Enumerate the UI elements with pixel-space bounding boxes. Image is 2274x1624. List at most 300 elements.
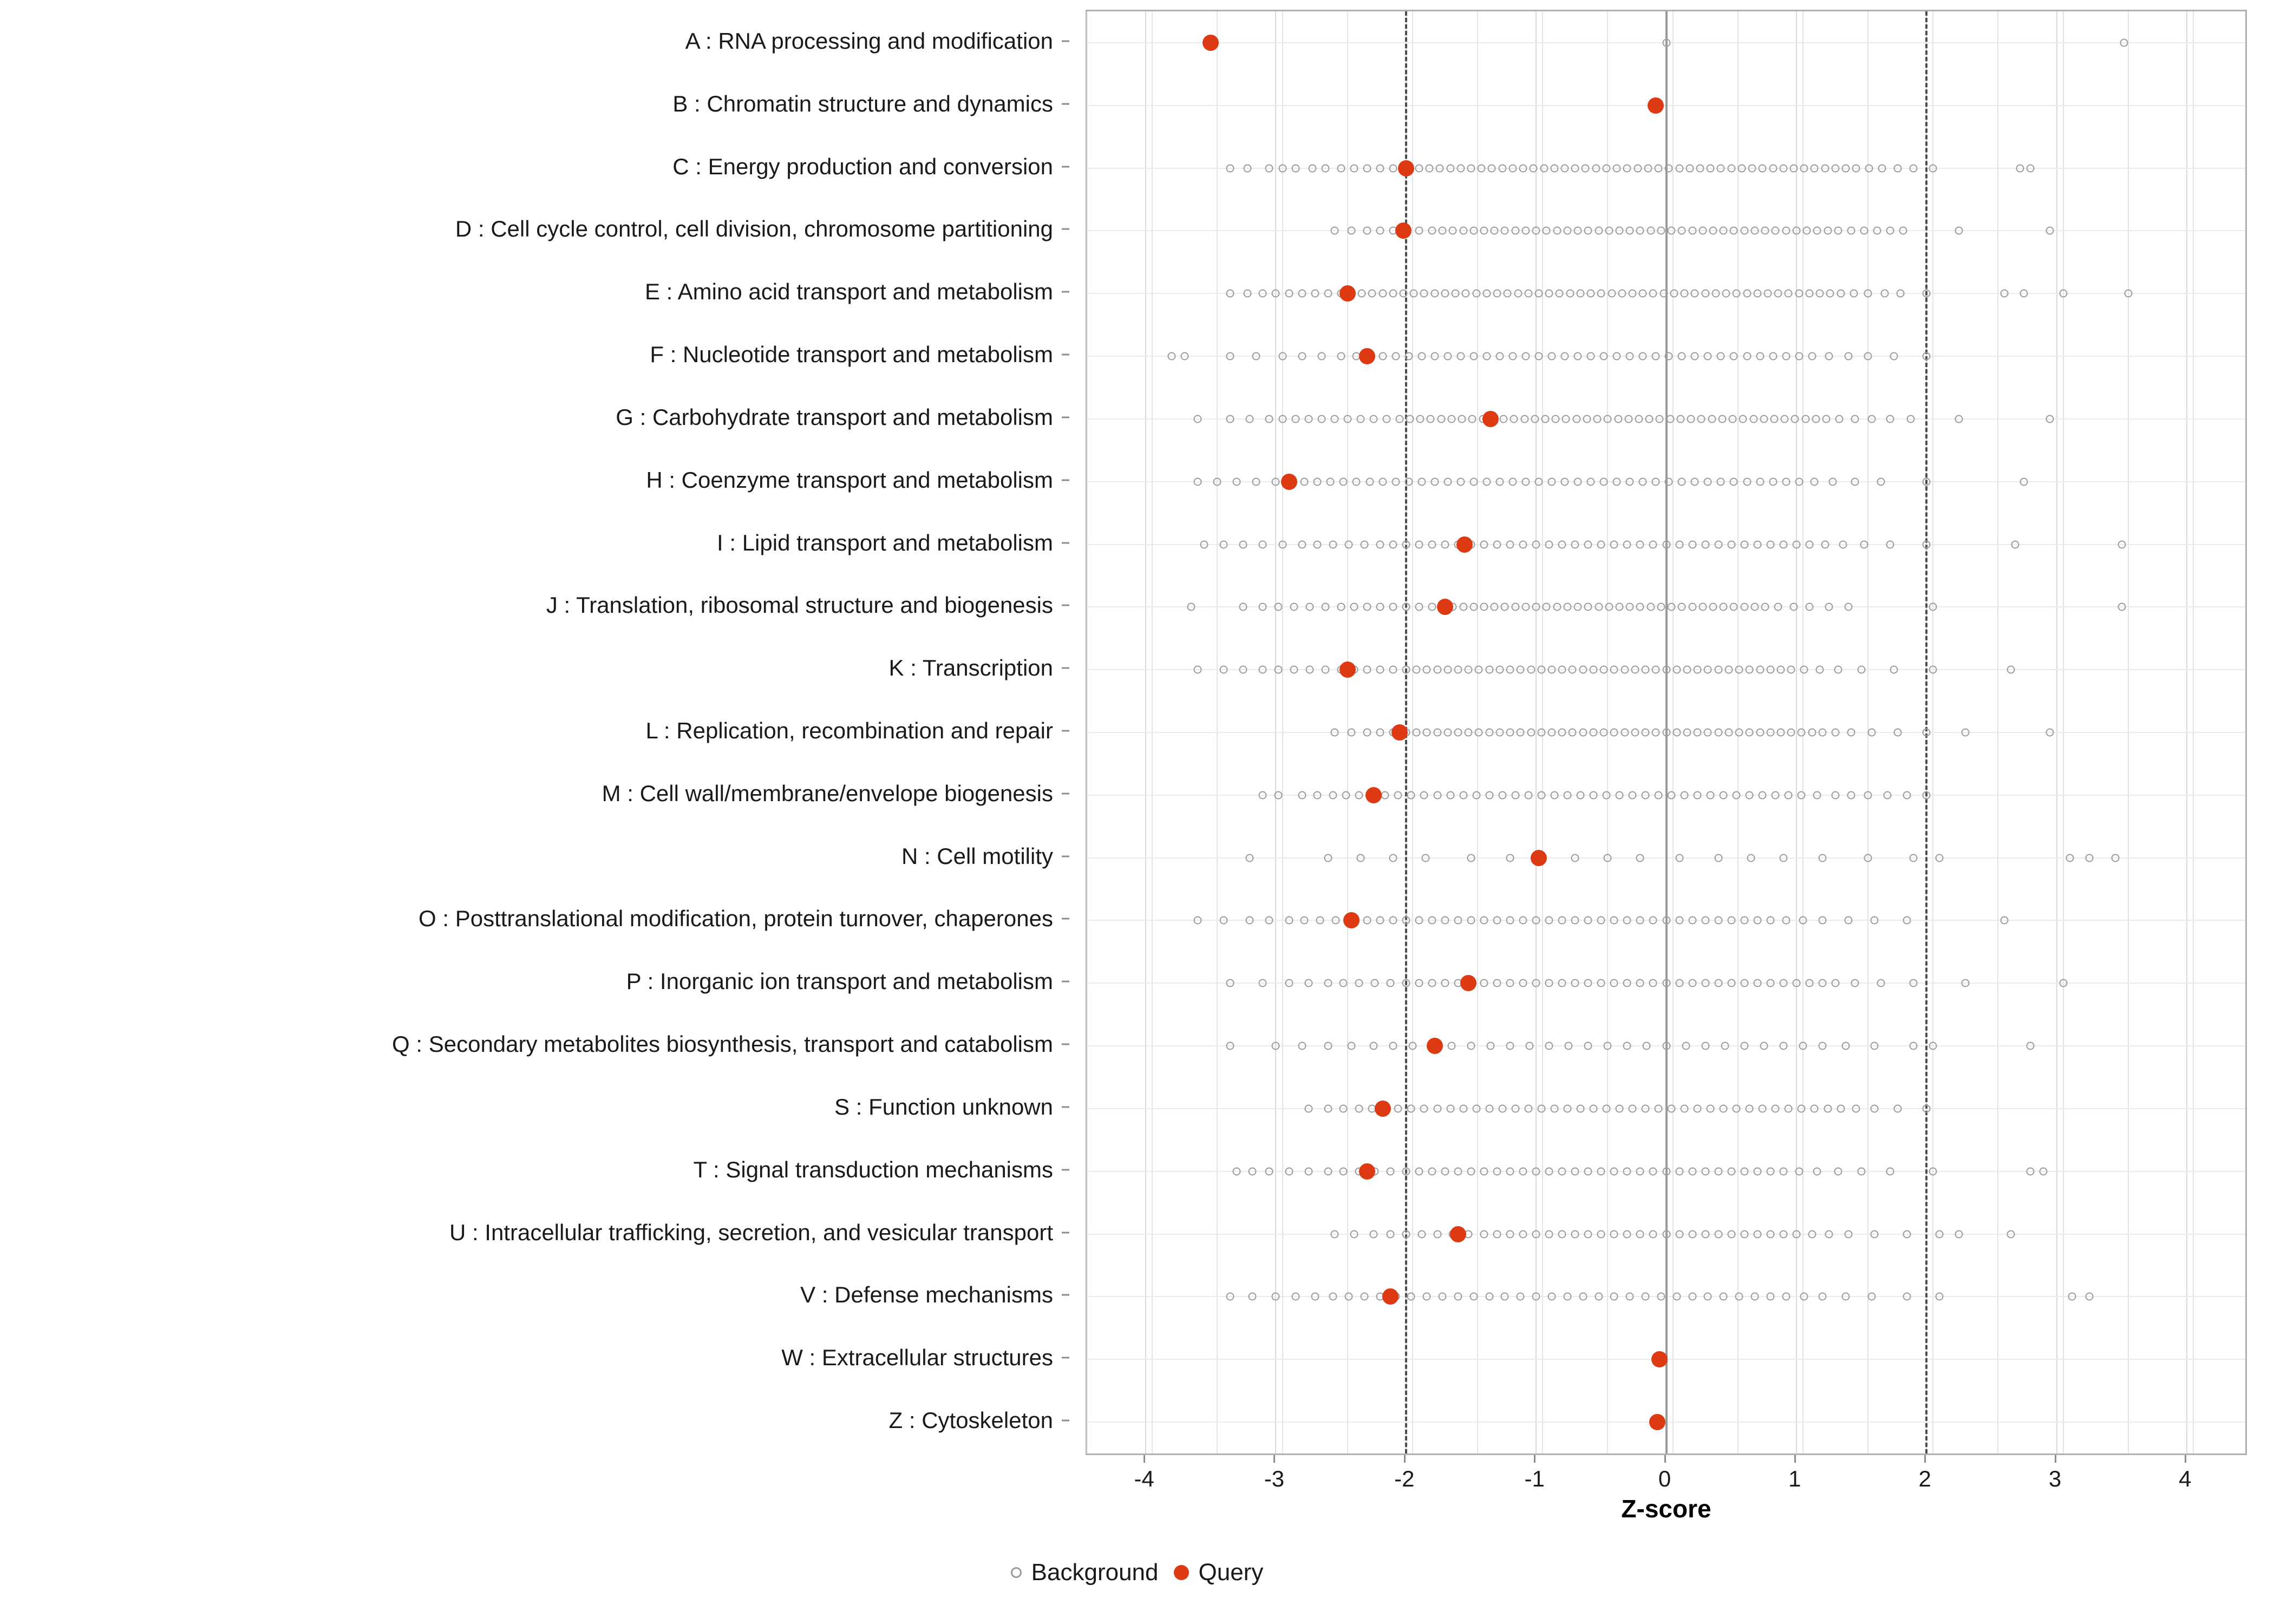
y-axis-tick-label: P : Inorganic ion transport and metabolism xyxy=(626,968,1053,994)
background-point xyxy=(1519,1167,1527,1175)
background-point xyxy=(1485,1293,1493,1301)
background-point xyxy=(1561,164,1569,172)
y-axis-tick xyxy=(1062,667,1069,669)
background-point xyxy=(1537,791,1545,799)
background-point xyxy=(1298,1042,1306,1050)
background-point xyxy=(1459,1104,1467,1112)
background-point xyxy=(1851,477,1859,486)
background-point xyxy=(1642,791,1650,799)
background-point xyxy=(1278,415,1286,423)
background-point xyxy=(1923,791,1931,799)
background-point xyxy=(1441,916,1449,925)
background-point xyxy=(1805,540,1813,548)
background-point xyxy=(1402,666,1410,674)
background-point xyxy=(1511,227,1519,235)
background-point xyxy=(1649,290,1657,298)
background-point xyxy=(1812,415,1820,423)
background-point xyxy=(1615,1104,1623,1112)
background-point xyxy=(1532,227,1540,235)
background-point xyxy=(1574,352,1582,361)
background-point xyxy=(1597,1167,1605,1175)
background-point xyxy=(1347,227,1355,235)
background-point xyxy=(1831,979,1839,987)
background-point xyxy=(1821,540,1829,548)
background-point xyxy=(1729,415,1737,423)
background-point xyxy=(1597,979,1605,987)
background-point xyxy=(1753,1167,1761,1175)
background-point xyxy=(1662,540,1670,548)
background-point xyxy=(1749,415,1757,423)
background-point xyxy=(1275,666,1283,674)
background-point xyxy=(1548,729,1556,737)
background-point xyxy=(1746,791,1754,799)
background-point xyxy=(1610,979,1618,987)
background-point xyxy=(1550,1104,1558,1112)
background-point xyxy=(1213,477,1221,486)
background-point xyxy=(1907,415,1915,423)
background-point xyxy=(1540,164,1548,172)
background-point xyxy=(1720,1293,1728,1301)
background-point xyxy=(1226,415,1234,423)
background-point xyxy=(1561,477,1569,486)
background-point xyxy=(1626,352,1634,361)
background-point xyxy=(1402,916,1410,925)
background-point xyxy=(1589,1104,1597,1112)
x-axis-tick xyxy=(1534,1455,1535,1463)
background-point xyxy=(1524,791,1532,799)
background-point xyxy=(1727,1167,1735,1175)
background-point xyxy=(1871,1042,1879,1050)
y-axis-tick xyxy=(1062,605,1069,606)
y-axis-tick xyxy=(1062,479,1069,481)
background-point xyxy=(1441,1167,1449,1175)
y-axis-tick-label: D : Cell cycle control, cell division, chromosome partitioning xyxy=(455,216,1053,242)
background-point xyxy=(1847,729,1855,737)
background-point xyxy=(1675,1167,1683,1175)
background-point xyxy=(1868,415,1876,423)
background-point xyxy=(1511,1104,1519,1112)
background-point xyxy=(1517,1293,1525,1301)
background-point xyxy=(1595,227,1603,235)
y-axis-tick xyxy=(1062,1357,1069,1359)
background-point xyxy=(1740,1042,1748,1050)
background-point xyxy=(1459,227,1467,235)
background-point xyxy=(1482,477,1491,486)
background-point xyxy=(1443,666,1452,674)
background-point xyxy=(1420,1104,1428,1112)
y-axis-tick-label: S : Function unknown xyxy=(834,1093,1053,1119)
background-point xyxy=(2111,854,2119,862)
background-point xyxy=(1506,729,1514,737)
background-point xyxy=(1787,666,1795,674)
background-point xyxy=(1220,540,1228,548)
background-point xyxy=(1376,164,1384,172)
y-axis-tick-label: U : Intracellular trafficking, secretion, and vesicular transport xyxy=(449,1219,1053,1245)
background-point xyxy=(1929,603,1937,611)
background-point xyxy=(1818,854,1826,862)
background-point xyxy=(1683,729,1691,737)
background-point xyxy=(1614,415,1622,423)
background-point xyxy=(1733,1104,1741,1112)
background-point xyxy=(1707,164,1715,172)
background-point xyxy=(1644,164,1652,172)
background-point xyxy=(1636,1167,1644,1175)
background-point xyxy=(1782,227,1790,235)
background-point xyxy=(1675,854,1683,862)
background-point xyxy=(1358,290,1366,298)
background-point xyxy=(1955,415,1963,423)
background-point xyxy=(1339,979,1348,987)
background-point xyxy=(1576,290,1584,298)
background-point xyxy=(1864,352,1872,361)
background-point xyxy=(1662,38,1670,47)
background-point xyxy=(1527,666,1535,674)
query-point xyxy=(1482,411,1499,427)
background-point xyxy=(1597,540,1605,548)
background-point xyxy=(2046,415,2054,423)
background-point xyxy=(1688,603,1696,611)
background-point xyxy=(1618,290,1626,298)
background-point xyxy=(1722,290,1730,298)
background-point xyxy=(1766,916,1774,925)
background-point xyxy=(1847,227,1855,235)
background-point xyxy=(1735,666,1743,674)
background-point xyxy=(1304,1167,1312,1175)
background-point xyxy=(1339,477,1348,486)
background-point xyxy=(1696,164,1704,172)
background-point xyxy=(1467,164,1475,172)
x-axis-title: Z-score xyxy=(1621,1495,1711,1523)
background-point xyxy=(1454,1167,1462,1175)
background-point xyxy=(2007,1230,2015,1238)
background-point xyxy=(1402,979,1410,987)
background-point xyxy=(1441,979,1449,987)
background-point xyxy=(1704,477,1712,486)
background-point xyxy=(2085,854,2093,862)
y-axis-tick xyxy=(1062,730,1069,732)
background-point xyxy=(1545,1230,1553,1238)
background-point xyxy=(1365,477,1374,486)
background-point xyxy=(1842,1042,1850,1050)
background-point xyxy=(1433,729,1441,737)
background-point xyxy=(1733,290,1741,298)
background-point xyxy=(1610,666,1618,674)
background-point xyxy=(1537,729,1545,737)
background-point xyxy=(1532,603,1540,611)
background-point xyxy=(1824,1104,1832,1112)
background-point xyxy=(1485,1104,1493,1112)
background-point xyxy=(1452,290,1460,298)
background-point xyxy=(1406,415,1414,423)
y-axis-tick-label: E : Amino acid transport and metabolism xyxy=(644,279,1053,305)
background-point xyxy=(1687,415,1695,423)
background-point xyxy=(1343,415,1351,423)
background-point xyxy=(1468,415,1476,423)
background-point xyxy=(2046,227,2054,235)
background-point xyxy=(1711,290,1720,298)
background-point xyxy=(1508,477,1517,486)
background-point xyxy=(1532,1293,1540,1301)
background-point xyxy=(1275,791,1283,799)
background-point xyxy=(1456,477,1465,486)
background-point xyxy=(1639,290,1647,298)
background-point xyxy=(1569,666,1577,674)
background-point xyxy=(1698,227,1707,235)
background-point xyxy=(1818,729,1826,737)
background-point xyxy=(1571,1167,1579,1175)
background-point xyxy=(1668,603,1676,611)
background-point xyxy=(1737,164,1746,172)
background-point xyxy=(1506,916,1514,925)
background-point xyxy=(1750,227,1759,235)
background-point xyxy=(1552,415,1560,423)
background-point xyxy=(1415,227,1423,235)
background-point xyxy=(1317,415,1325,423)
background-point xyxy=(1417,477,1426,486)
background-point xyxy=(1584,1167,1592,1175)
y-axis-tick-label: K : Transcription xyxy=(888,655,1053,681)
background-point xyxy=(1824,227,1832,235)
background-point xyxy=(1469,1293,1478,1301)
background-point xyxy=(1681,290,1689,298)
background-point xyxy=(1220,666,1228,674)
background-point xyxy=(1929,164,1937,172)
background-point xyxy=(1324,1042,1332,1050)
background-point xyxy=(1498,1104,1506,1112)
background-point xyxy=(1645,415,1654,423)
background-point xyxy=(1675,540,1683,548)
background-point xyxy=(1521,352,1530,361)
background-point xyxy=(1400,290,1408,298)
background-point xyxy=(1792,1230,1800,1238)
background-point xyxy=(1659,290,1668,298)
background-point xyxy=(1330,227,1338,235)
background-point xyxy=(1639,352,1647,361)
background-point xyxy=(1776,729,1785,737)
background-point xyxy=(1936,854,1944,862)
background-point xyxy=(2007,666,2015,674)
background-point xyxy=(1626,603,1634,611)
background-point xyxy=(1569,729,1577,737)
background-point xyxy=(1246,916,1254,925)
background-point xyxy=(1652,729,1660,737)
background-point xyxy=(1475,729,1483,737)
y-axis-tick xyxy=(1062,793,1069,794)
background-point xyxy=(1265,1167,1273,1175)
background-point xyxy=(1467,854,1475,862)
background-point xyxy=(1858,666,1866,674)
background-point xyxy=(1691,290,1699,298)
background-point xyxy=(1636,1230,1644,1238)
background-point xyxy=(1678,227,1686,235)
background-point xyxy=(1623,164,1631,172)
background-point xyxy=(1844,916,1852,925)
background-point xyxy=(1381,791,1389,799)
background-point xyxy=(2124,290,2132,298)
background-point xyxy=(1665,352,1673,361)
background-point xyxy=(1623,540,1631,548)
background-point xyxy=(1311,290,1319,298)
background-point xyxy=(1304,415,1312,423)
background-point xyxy=(1430,477,1439,486)
background-point xyxy=(1363,227,1371,235)
background-point xyxy=(1246,854,1254,862)
background-point xyxy=(1376,603,1384,611)
background-point xyxy=(1808,1230,1816,1238)
background-point xyxy=(1339,1167,1348,1175)
background-point xyxy=(1485,729,1493,737)
background-point xyxy=(1467,1042,1475,1050)
background-point xyxy=(1662,729,1670,737)
background-point xyxy=(1563,603,1571,611)
background-point xyxy=(1501,1293,1509,1301)
background-point xyxy=(1593,415,1602,423)
background-point xyxy=(1735,729,1743,737)
background-point xyxy=(1493,540,1501,548)
background-point xyxy=(1265,164,1273,172)
background-point xyxy=(1642,729,1650,737)
background-point xyxy=(1347,729,1355,737)
background-point xyxy=(1337,164,1345,172)
background-point xyxy=(1420,290,1428,298)
background-point xyxy=(1571,1230,1579,1238)
background-point xyxy=(1704,666,1712,674)
background-point xyxy=(1795,290,1803,298)
background-point xyxy=(1852,1104,1860,1112)
background-point xyxy=(1511,603,1519,611)
background-point xyxy=(1563,791,1571,799)
background-point xyxy=(1389,666,1397,674)
background-point xyxy=(1877,979,1885,987)
background-point xyxy=(1563,1293,1571,1301)
background-point xyxy=(1378,290,1387,298)
background-point xyxy=(1421,854,1429,862)
background-point xyxy=(1278,540,1286,548)
background-point xyxy=(1714,916,1722,925)
background-point xyxy=(1685,164,1694,172)
background-point xyxy=(1571,854,1579,862)
background-point xyxy=(1623,916,1631,925)
background-point xyxy=(1376,729,1384,737)
background-point xyxy=(1402,1167,1410,1175)
background-point xyxy=(1465,729,1473,737)
background-point xyxy=(1623,1167,1631,1175)
background-point xyxy=(1795,1167,1803,1175)
background-point xyxy=(1415,164,1423,172)
background-point xyxy=(1330,1230,1338,1238)
background-point xyxy=(1724,666,1733,674)
background-point xyxy=(1795,352,1803,361)
background-point xyxy=(1834,1167,1842,1175)
background-point xyxy=(1923,729,1931,737)
background-point xyxy=(1811,1104,1819,1112)
background-point xyxy=(1272,290,1280,298)
background-point xyxy=(1408,1042,1416,1050)
background-point xyxy=(1506,540,1514,548)
background-point xyxy=(1469,603,1478,611)
background-point xyxy=(1520,415,1528,423)
background-point xyxy=(2068,1293,2076,1301)
background-point xyxy=(1649,1167,1657,1175)
background-point xyxy=(1649,916,1657,925)
background-point xyxy=(1816,666,1824,674)
background-point xyxy=(1740,1230,1748,1238)
background-point xyxy=(1782,352,1790,361)
background-point xyxy=(1439,227,1447,235)
background-point xyxy=(1662,1042,1670,1050)
y-axis-tick-label: H : Coenzyme transport and metabolism xyxy=(646,467,1053,493)
background-point xyxy=(1571,540,1579,548)
background-point xyxy=(1521,477,1530,486)
background-point xyxy=(1923,540,1931,548)
y-axis-tick-label: A : RNA processing and modification xyxy=(685,28,1053,54)
background-point xyxy=(1404,352,1413,361)
background-point xyxy=(1800,164,1808,172)
background-point xyxy=(1369,1042,1377,1050)
background-point xyxy=(1781,415,1789,423)
background-point xyxy=(1587,290,1595,298)
background-point xyxy=(1923,1104,1931,1112)
background-point xyxy=(1501,227,1509,235)
background-point xyxy=(1868,1293,1876,1301)
background-point xyxy=(1620,729,1629,737)
background-point xyxy=(1782,916,1790,925)
background-point xyxy=(1386,979,1394,987)
background-point xyxy=(1526,1042,1534,1050)
background-point xyxy=(1243,164,1251,172)
background-point xyxy=(1584,1230,1592,1238)
background-point xyxy=(1443,352,1452,361)
background-point xyxy=(1291,1293,1299,1301)
background-point xyxy=(1584,227,1592,235)
background-point xyxy=(2040,1167,2048,1175)
background-point xyxy=(1278,164,1286,172)
background-point xyxy=(1688,979,1696,987)
background-point xyxy=(1498,164,1506,172)
background-point xyxy=(1382,415,1390,423)
background-point xyxy=(1799,1042,1807,1050)
background-point xyxy=(1697,415,1706,423)
background-point xyxy=(1886,540,1894,548)
background-point xyxy=(1553,603,1561,611)
y-axis-tick xyxy=(1062,1169,1069,1170)
background-point xyxy=(1404,477,1413,486)
background-point xyxy=(1714,1167,1722,1175)
background-point xyxy=(1662,1167,1670,1175)
background-point xyxy=(1446,1104,1454,1112)
background-point xyxy=(1345,540,1353,548)
y-axis-tick xyxy=(1062,981,1069,983)
background-point xyxy=(1472,290,1480,298)
background-point xyxy=(1469,352,1478,361)
background-point xyxy=(1801,415,1809,423)
background-point xyxy=(1495,666,1504,674)
y-axis-tick-label: L : Replication, recombination and repair xyxy=(645,718,1053,743)
background-point xyxy=(1636,979,1644,987)
background-point xyxy=(1534,352,1543,361)
background-point xyxy=(1589,666,1597,674)
background-point xyxy=(1314,791,1322,799)
background-point xyxy=(1600,477,1608,486)
y-axis-tick-label: F : Nucleotide transport and metabolism xyxy=(650,342,1053,368)
background-point xyxy=(1600,729,1608,737)
background-point xyxy=(1226,979,1234,987)
background-point xyxy=(1604,854,1612,862)
background-point xyxy=(1694,1104,1702,1112)
background-point xyxy=(1487,1042,1495,1050)
background-point xyxy=(1822,415,1831,423)
background-point xyxy=(1565,1042,1573,1050)
